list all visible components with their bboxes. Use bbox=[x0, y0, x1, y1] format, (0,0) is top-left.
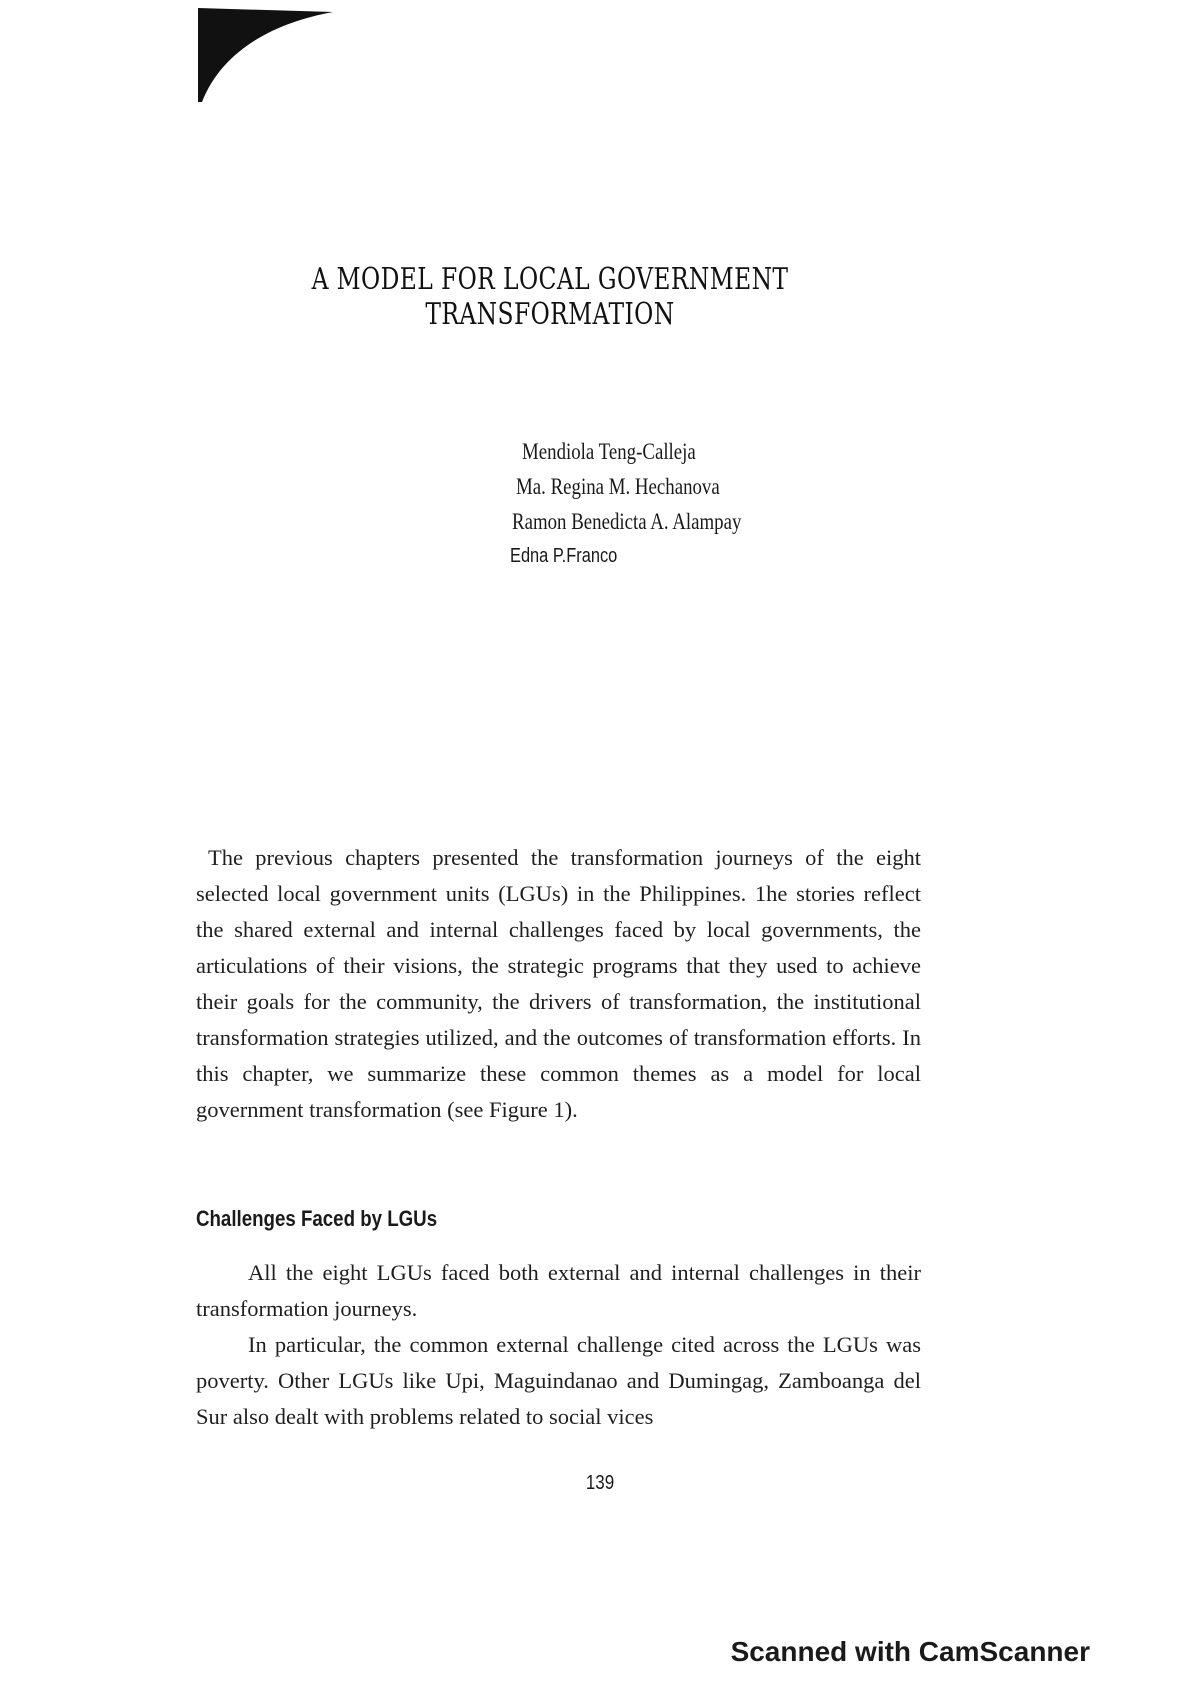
document-title: A MODEL FOR LOCAL GOVERNMENT TRANSFORMATION bbox=[311, 262, 789, 332]
scanner-watermark: Scanned with CamScanner bbox=[730, 1636, 1090, 1667]
intro-paragraph: The previous chapters presented the transformation journeys of the eight selected local government units (LGUs) in the Philippines. 1he stories reflect the shared external and internal challenges faced by local governments, the articulations of their visions, the strategic programs that they used to achieve their goals for the community, the drivers of transformation, the institutional transformation strategies utilized, and the outcomes of transformation efforts. In this chapter, we summarize these common themes as a model for local government transformation (see Figure 1). bbox=[196, 845, 921, 1122]
author-list bbox=[500, 434, 860, 574]
page-corner-fold-mark bbox=[198, 8, 333, 102]
page-number: 139 bbox=[585, 1472, 615, 1494]
body-paragraph: In particular, the common external challenge cited across the LGUs was poverty. Other LGUs like Upi, Maguindanao and Dumingag, Zamboanga del Sur also dealt with problems related to social vices bbox=[196, 1332, 921, 1429]
author-name: Ma. Regina M. Hechanova bbox=[516, 474, 720, 499]
author-name: Edna P.Franco bbox=[510, 545, 618, 567]
author-name: Ramon Benedicta A. Alampay bbox=[512, 509, 742, 534]
body-paragraph: All the eight LGUs faced both external and internal challenges in their transformation journeys. bbox=[196, 1260, 921, 1321]
section-heading: Challenges Faced by LGUs bbox=[196, 1206, 438, 1231]
author-name: Mendiola Teng-Calleja bbox=[522, 439, 696, 464]
